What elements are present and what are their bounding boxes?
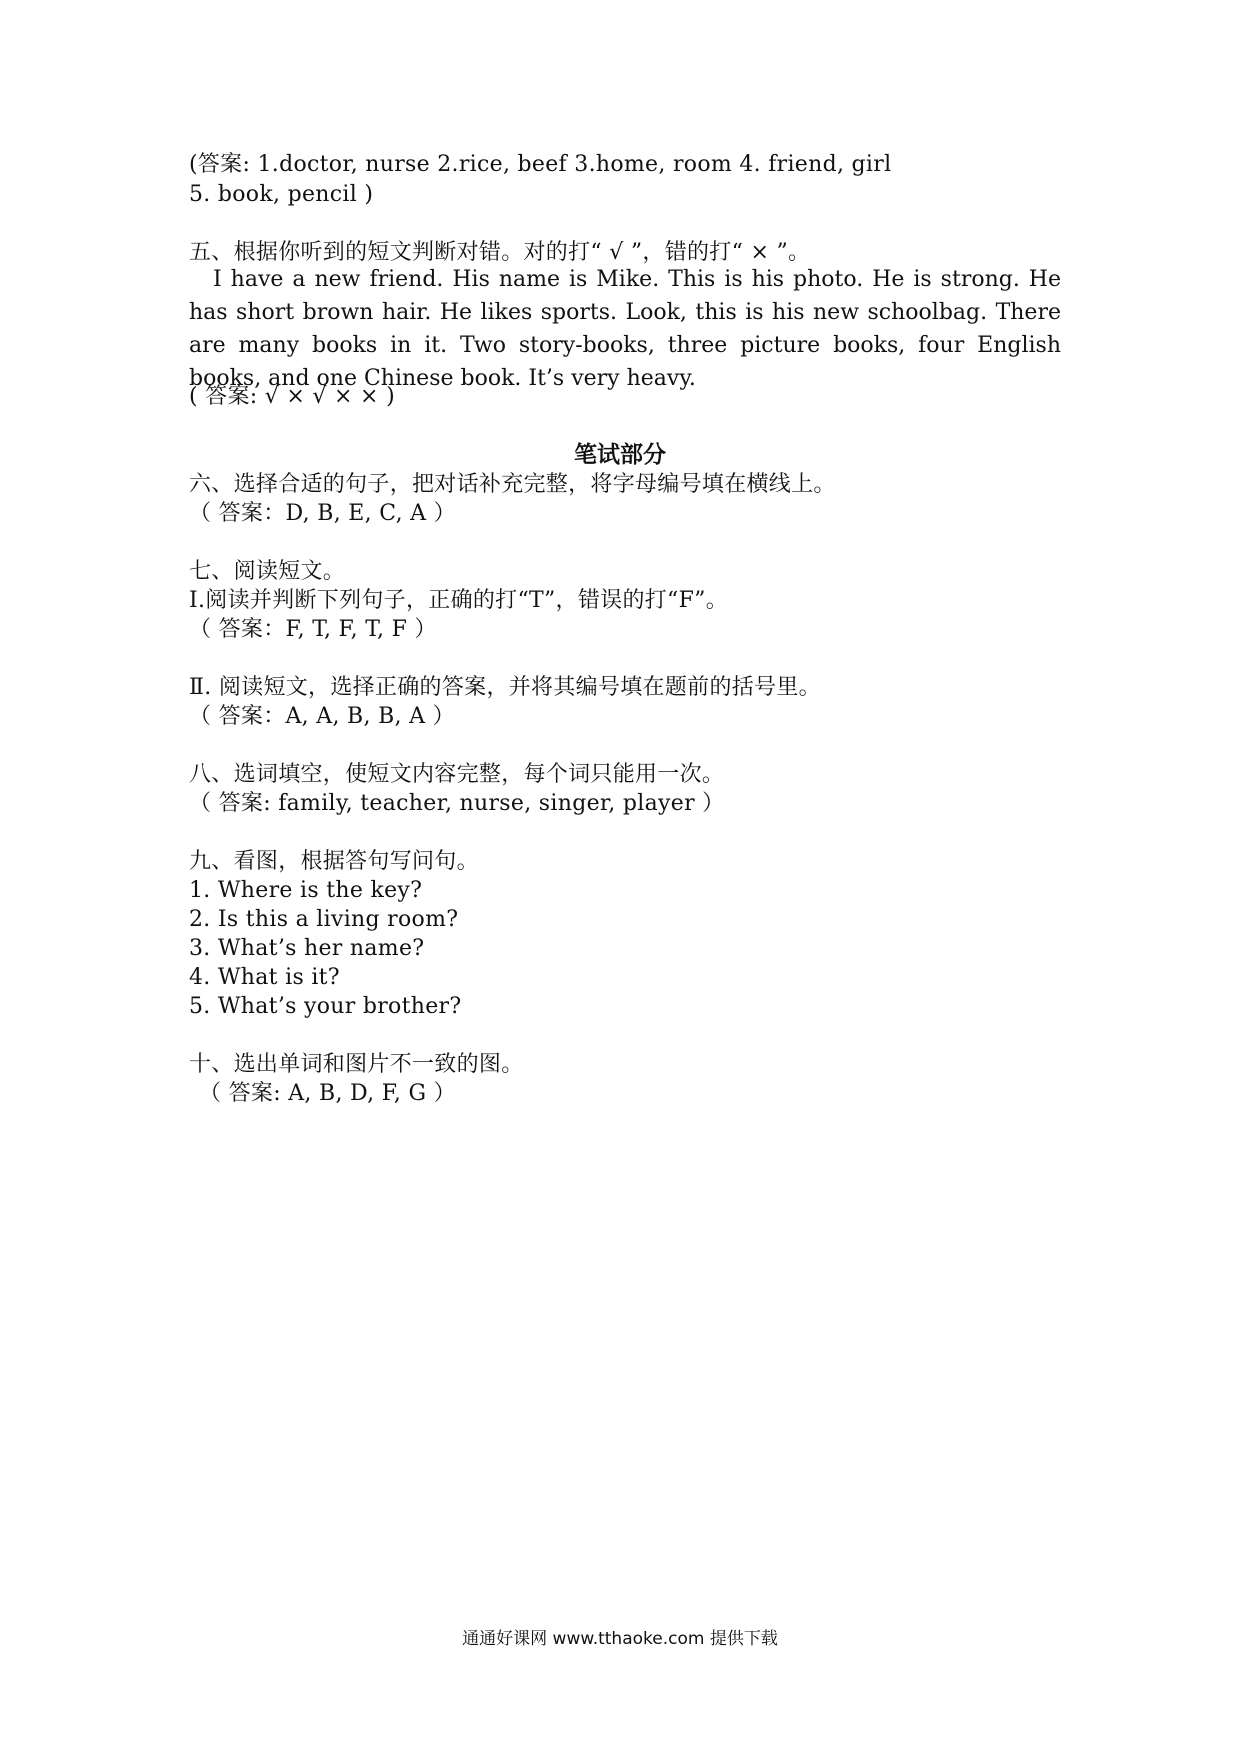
q5-passage-text: I have a new friend. His name is Mike. This is his photo. He is strong. He has short brown hair. He likes sports. Look, this is his new schoolbag. There are many books in it. Two story-books, three picture books, four English books, and one Chinese book. It’s very heavy. (189, 267, 1061, 391)
page-footer: 通通好课网 www.tthaoke.com 提供下载 (462, 1629, 778, 1649)
q5-title: 五、根据你听到的短文判断对错。对的打“ √ ”，错的打“ × ”。 (189, 240, 811, 265)
q9-title: 九、看图，根据答句写问句。 (189, 849, 479, 874)
q7-part1-title: Ⅰ.阅读并判断下列句子，正确的打“T”，错误的打“F”。 (189, 588, 729, 613)
q4-answer-line-1: (答案: 1.doctor, nurse 2.rice, beef 3.home, room 4. friend, girl (189, 152, 892, 177)
q6-title: 六、选择合适的句子，把对话补充完整，将字母编号填在横线上。 (189, 472, 836, 497)
q5-passage (189, 263, 1061, 395)
q5-answer: ( 答案: √ × √ × × ) (189, 384, 395, 409)
q9-answer-5: 5. What’s your brother? (189, 994, 462, 1019)
q9-answer-2: 2. Is this a living room? (189, 907, 459, 932)
q8-answer: （ 答案: family, teacher, nurse, singer, player ） (189, 791, 725, 816)
q9-answer-3: 3. What’s her name? (189, 936, 425, 961)
q7-part2-title: Ⅱ. 阅读短文，选择正确的答案，并将其编号填在题前的括号里。 (189, 675, 821, 700)
q10-title: 十、选出单词和图片不一致的图。 (189, 1052, 524, 1077)
q9-answer-4: 4. What is it? (189, 965, 340, 990)
q9-answer-1: 1. Where is the key? (189, 878, 423, 903)
q8-title: 八、选词填空，使短文内容完整，每个词只能用一次。 (189, 762, 725, 787)
q7-title: 七、阅读短文。 (189, 559, 346, 584)
q10-answer: （ 答案: A, B, D, F, G ） (199, 1081, 456, 1106)
q4-answer-line-2: 5. book, pencil ) (189, 182, 374, 207)
q7-part1-answer: （ 答案：F, T, F, T, F ） (189, 617, 437, 642)
written-section-heading: 笔试部分 (574, 442, 666, 468)
q6-answer: （ 答案：D, B, E, C, A ） (189, 501, 456, 526)
q7-part2-answer: （ 答案：A, A, B, B, A ） (189, 704, 455, 729)
